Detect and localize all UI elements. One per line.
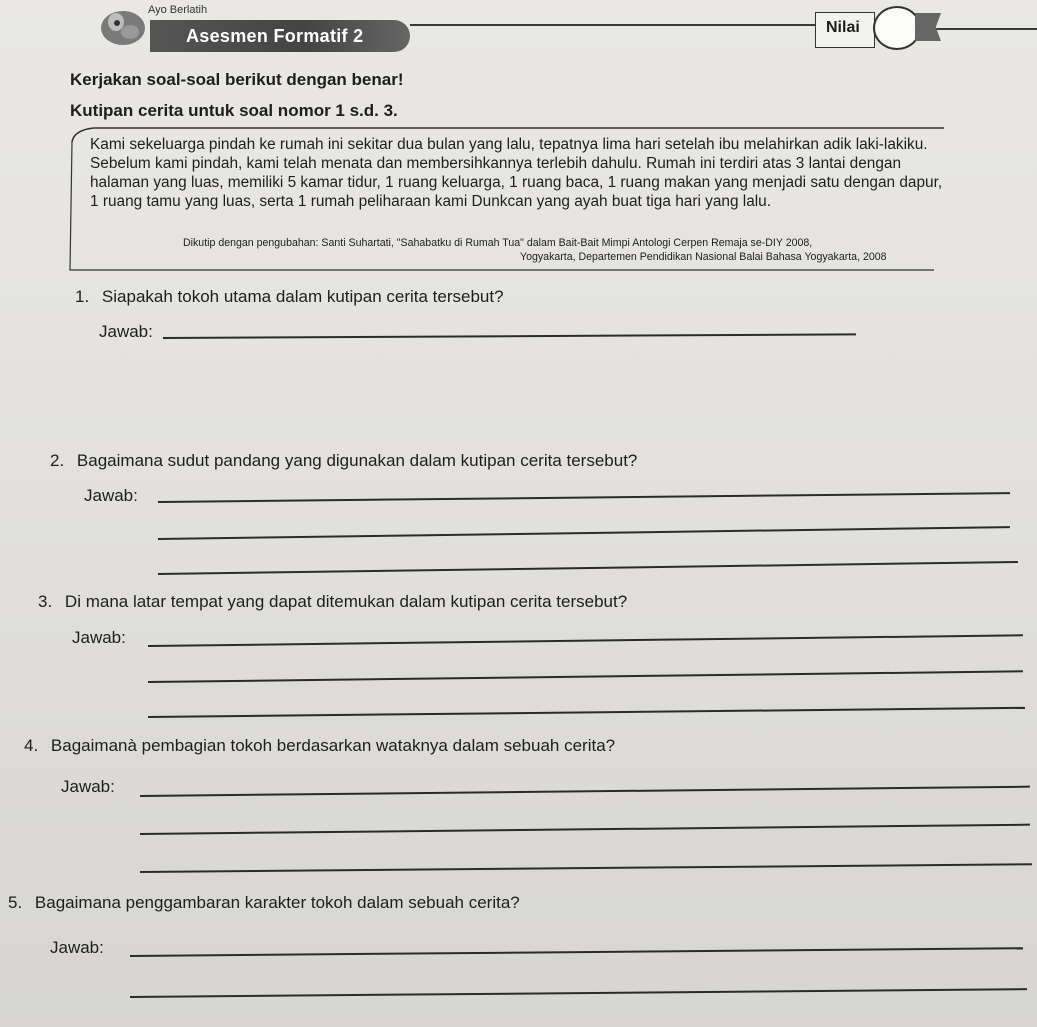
page-title: Asesmen Formatif 2 (186, 26, 364, 46)
question-number: 1. (75, 287, 90, 306)
answer-line-3a[interactable] (148, 634, 1023, 646)
citation-line-2: Yogyakarta, Departemen Pendidikan Nasional Balai Bahasa Yogyakarta, 2008 (520, 251, 887, 263)
instruction-text: Kerjakan soal-soal berikut dengan benar! (70, 70, 404, 89)
question-5 (8, 893, 520, 913)
score-tab-decoration (915, 13, 941, 41)
answer-line-1a[interactable] (163, 333, 856, 338)
score-label: Nilai (826, 19, 860, 36)
mascot-icon (96, 6, 154, 46)
answer-label-2: Jawab: (84, 486, 138, 505)
question-text: Bagaimana penggambaran karakter tokoh dalam sebuah cerita? (34, 893, 520, 912)
answer-line-2c[interactable] (158, 561, 1018, 575)
answer-line-4b[interactable] (140, 824, 1030, 835)
answer-line-4a[interactable] (140, 786, 1030, 797)
brand-label: Ayo Berlatih (148, 4, 208, 16)
score-field[interactable] (873, 6, 921, 50)
answer-line-5b[interactable] (130, 988, 1027, 997)
answer-line-3c[interactable] (148, 707, 1025, 718)
question-number: 2. (50, 451, 65, 470)
question-text: Bagaimanà pembagian tokoh berdasarkan wataknya dalam sebuah cerita? (50, 736, 616, 755)
question-text: Di mana latar tempat yang dapat ditemukan dalam kutipan cerita tersebut? (64, 592, 628, 611)
question-3 (38, 592, 627, 612)
answer-label-5: Jawab: (50, 938, 104, 957)
question-number: 4. (24, 736, 39, 755)
excerpt-label: Kutipan cerita untuk soal nomor 1 s.d. 3. (70, 101, 398, 120)
answer-line-5a[interactable] (130, 947, 1023, 956)
answer-label-4: Jawab: (61, 777, 115, 796)
question-text: Siapakah tokoh utama dalam kutipan cerita tersebut? (101, 287, 504, 306)
question-number: 3. (38, 592, 53, 611)
question-text: Bagaimana sudut pandang yang digunakan dalam kutipan cerita tersebut? (76, 451, 638, 470)
answer-line-4c[interactable] (140, 863, 1032, 872)
question-number: 5. (8, 893, 23, 912)
story-text: Kami sekeluarga pindah ke rumah ini sekitar dua bulan yang lalu, tepatnya lima hari setelah ibu melahirkan adik laki-lakiku. Sebelum kami pindah, kami telah menata dan membersihkannya terlebih dahulu. Rumah ini terdiri atas 3 lantai dengan halaman yang luas, memiliki 5 kamar tidur, 1 ruang keluarga, 1 ruang baca, 1 ruang makan yang menjadi satu dengan dapur, 1 ruang tamu yang luas, serta 1 rumah peliharaan kami Dunkcan yang ayah buat tiga hari yang lalu. (90, 136, 943, 210)
answer-label-1: Jawab: (99, 322, 153, 341)
question-4 (24, 736, 615, 756)
answer-line-2a[interactable] (158, 492, 1010, 502)
answer-line-2b[interactable] (158, 526, 1010, 539)
answer-line-3b[interactable] (148, 670, 1023, 682)
citation-line-1: Dikutip dengan pengubahan: Santi Suhartati, "Sahabatku di Rumah Tua" dalam Bait-Bait Mimpi Antologi Cerpen Remaja se-DIY 2008, (183, 237, 813, 249)
question-2 (50, 451, 637, 471)
header-rule (410, 24, 815, 26)
answer-label-3: Jawab: (72, 628, 126, 647)
question-1 (75, 287, 504, 307)
